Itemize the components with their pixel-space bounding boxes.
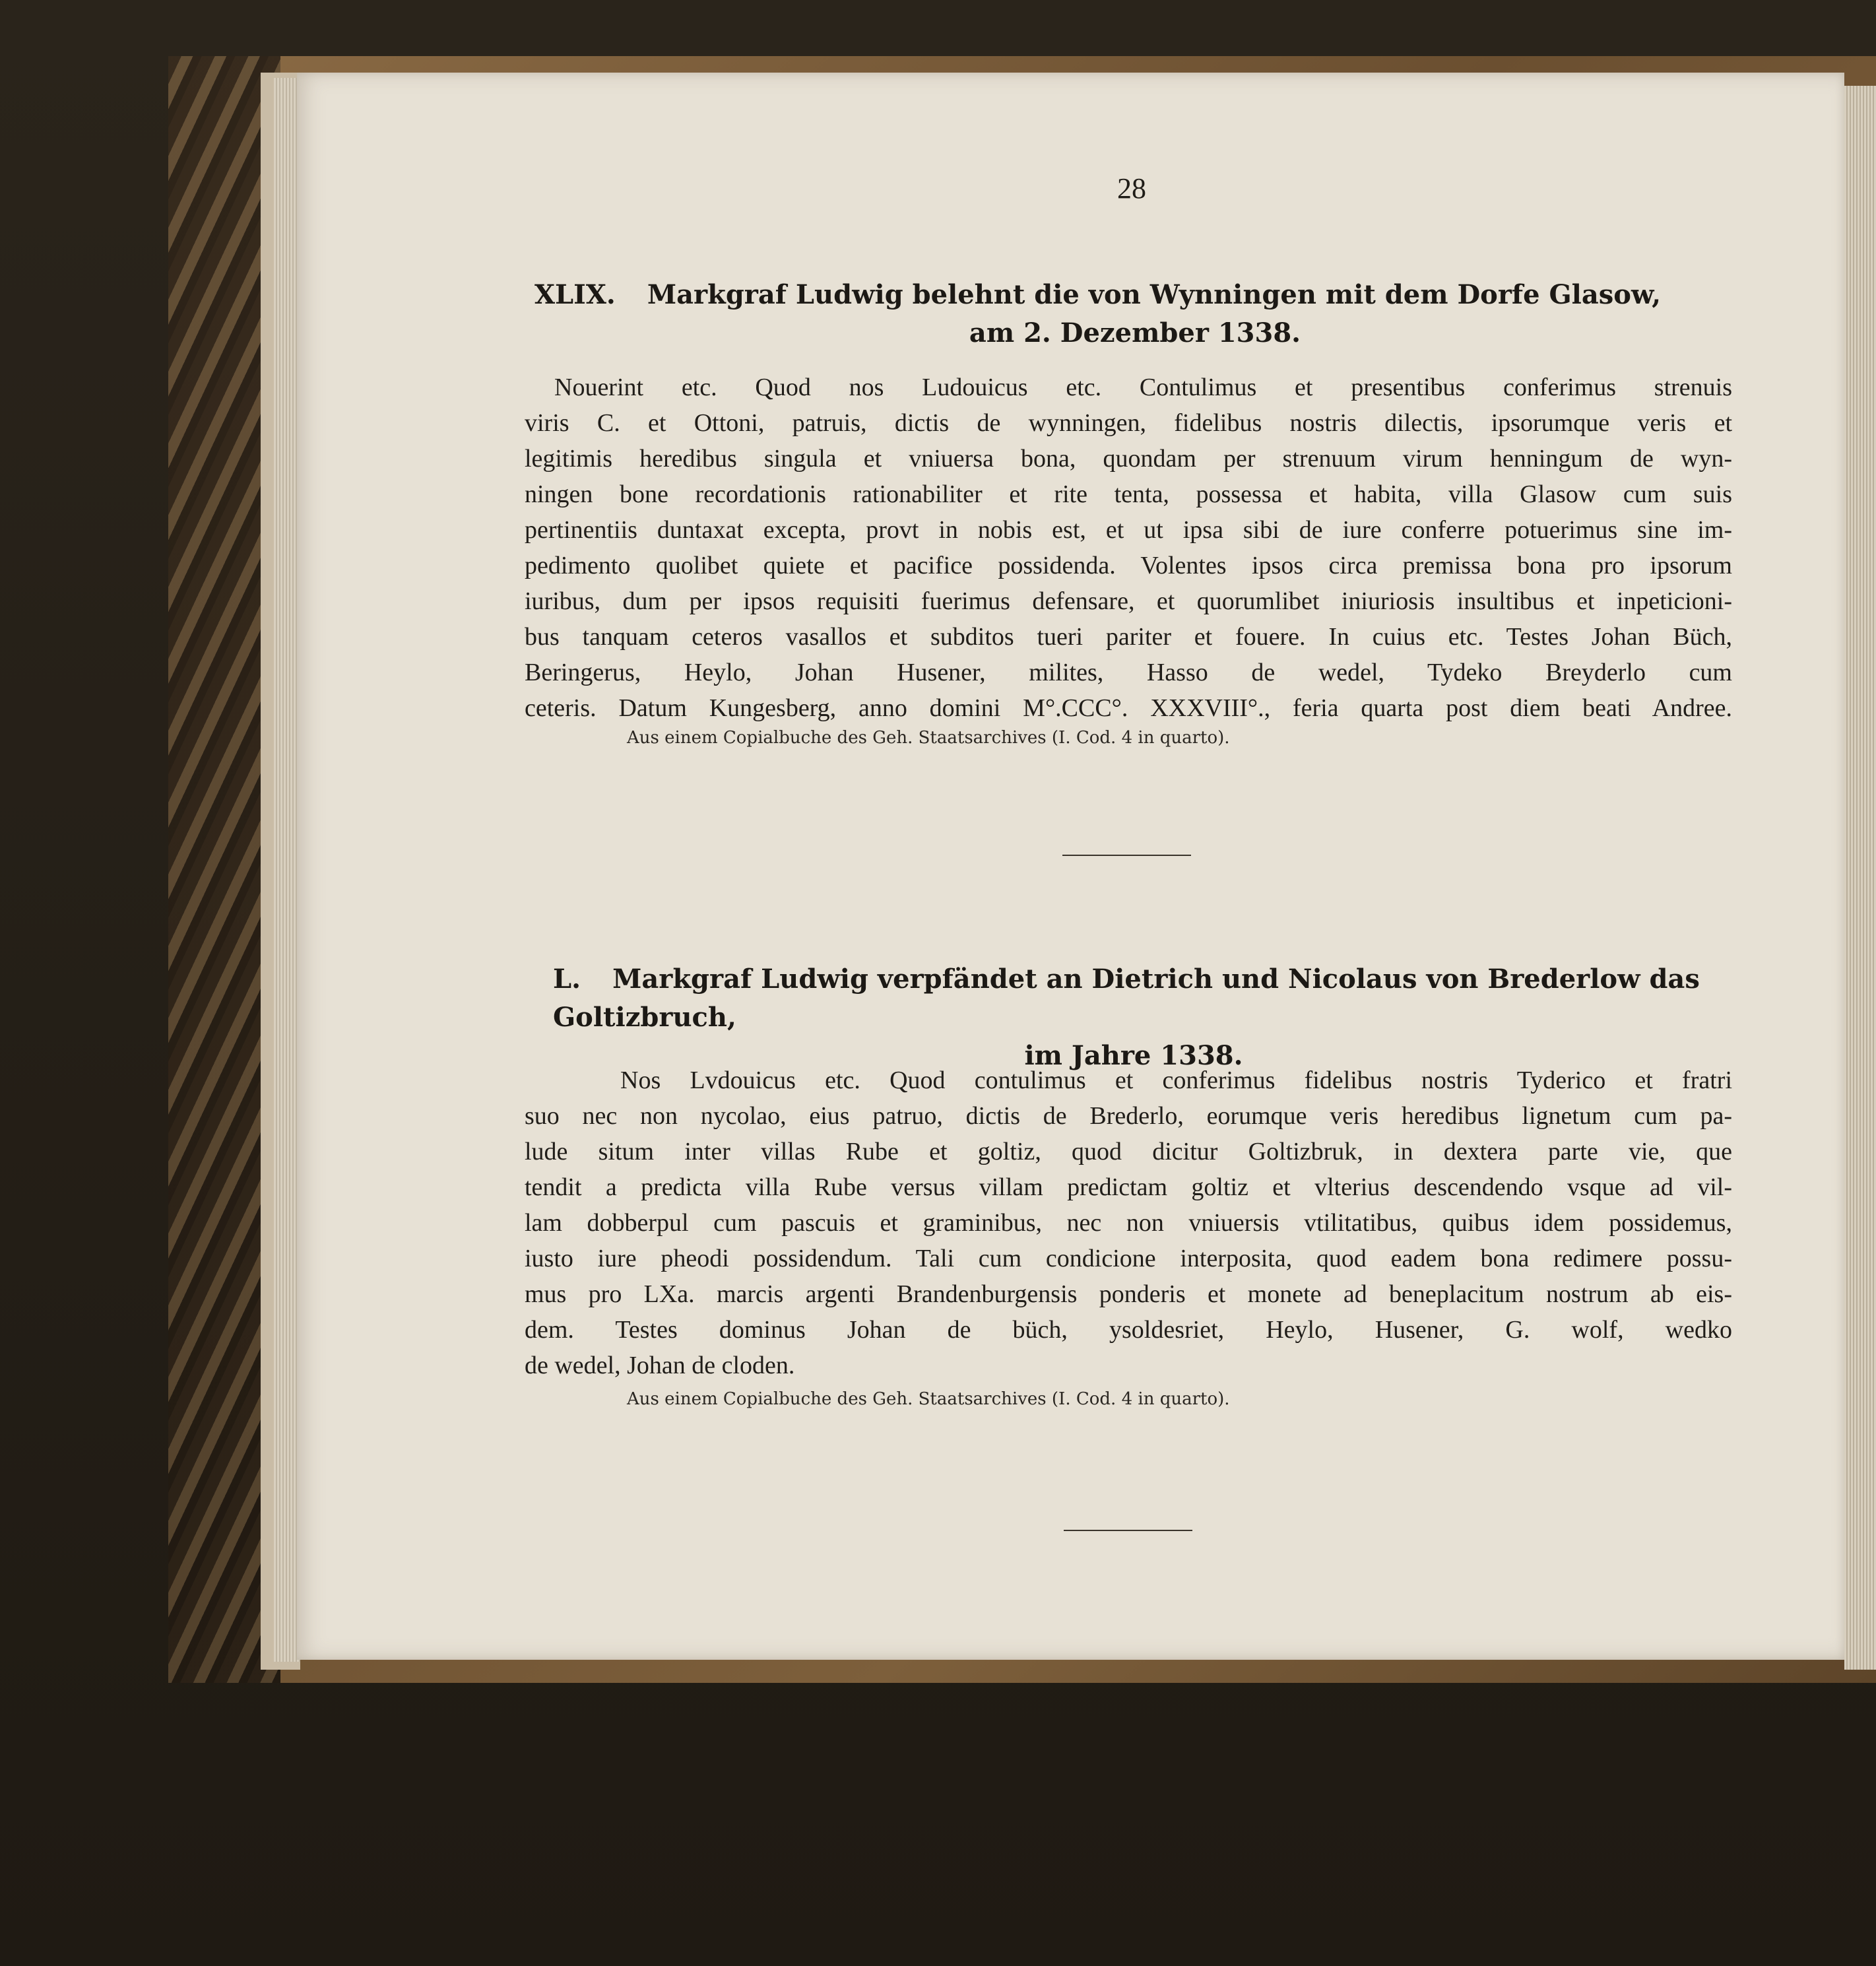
text-line: dem. Testes dominus Johan de büch, ysoldesriet, Heylo, Husener, G. wolf, wedko [525,1316,1732,1344]
charter-date: im Jahre 1338. [1024,1040,1243,1071]
text-line: bus tanquam ceteros vasallos et subditos tueri pariter et fouere. In cuius etc. Testes Johan Büch, [525,623,1732,651]
text-line: lam dobberpul cum pascuis et graminibus, nec non vniuersis vtilitatibus, quibus idem possidemus, [525,1209,1732,1237]
charter-title: Markgraf Ludwig verpfändet an Dietrich und Nicolaus von Brederlow das Goltizbruch, [553,964,1700,1033]
section-divider [1062,855,1191,856]
charter-text [525,1063,1732,1383]
text-line: Nouerint etc. Quod nos Ludouicus etc. Contulimus et presentibus conferimus strenuis [554,374,1732,401]
text-line: iusto iure pheodi possidendum. Tali cum condicione interposita, quod eadem bona redimere possu- [525,1245,1732,1272]
source-note: Aus einem Copialbuche des Geh. Staatsarchives (I. Cod. 4 in quarto). [627,728,1230,748]
text-line: Beringerus, Heylo, Johan Husener, milites, Hasso de wedel, Tydeko Breyderlo cum [525,659,1732,686]
text-line: lude situm inter villas Rube et goltiz, quod dicitur Goltizbruk, in dextera parte vie, que [525,1138,1732,1165]
page-edges-right [1844,86,1876,1670]
charter-heading [534,276,1735,352]
charter-title: Markgraf Ludwig belehnt die von Wynningen mit dem Dorfe Glasow, [647,279,1662,310]
section-divider [1064,1530,1192,1531]
text-line: pedimento quolibet quiete et pacifice possidenda. Volentes ipsos circa premissa bona pro ipsorum [525,552,1732,579]
text-line: tendit a predicta villa Rube versus villam predictam goltiz et vlterius descendendo vsque ad vil- [525,1173,1732,1201]
text-line: de wedel, Johan de cloden. [525,1352,795,1379]
text-line: viris C. et Ottoni, patruis, dictis de wynningen, fidelibus nostris dilectis, ipsorumque veris et [525,409,1732,437]
charter-date: am 2. Dezember 1338. [969,317,1301,348]
text-line: Nos Lvdouicus etc. Quod contulimus et conferimus fidelibus nostris Tyderico et fratri [620,1066,1732,1094]
charter-text [525,370,1732,726]
charter-number: L. [553,964,581,995]
page-edges-left [274,78,300,1662]
text-line: ceteris. Datum Kungesberg, anno domini M°.CCC°. XXXVIII°., feria quarta post diem beati Andree. [525,694,1732,722]
text-line: iuribus, dum per ipsos requisiti fuerimus defensare, et quorumlibet iniuriosis insultibus et inpeticioni- [525,587,1732,615]
page-number: 28 [1117,172,1146,205]
charter-heading [553,960,1754,1075]
text-line: ningen bone recordationis rationabiliter et rite tenta, possessa et habita, villa Glasow cum suis [525,480,1732,508]
text-line: legitimis heredibus singula et vniuersa bona, quondam per strenuum virum henningum de wyn- [525,445,1732,473]
text-line: pertinentiis duntaxat excepta, provt in nobis est, et ut ipsa sibi de iure conferre potuerimus sine im- [525,516,1732,544]
charter-number: XLIX. [534,279,616,310]
text-line: suo nec non nycolao, eius patruo, dictis de Brederlo, eorumque veris heredibus lignetum cum pa- [525,1102,1732,1130]
text-line: mus pro LXa. marcis argenti Brandenburgensis ponderis et monete ad beneplacitum nostrum ab eis- [525,1280,1732,1308]
source-note: Aus einem Copialbuche des Geh. Staatsarchives (I. Cod. 4 in quarto). [627,1389,1230,1409]
